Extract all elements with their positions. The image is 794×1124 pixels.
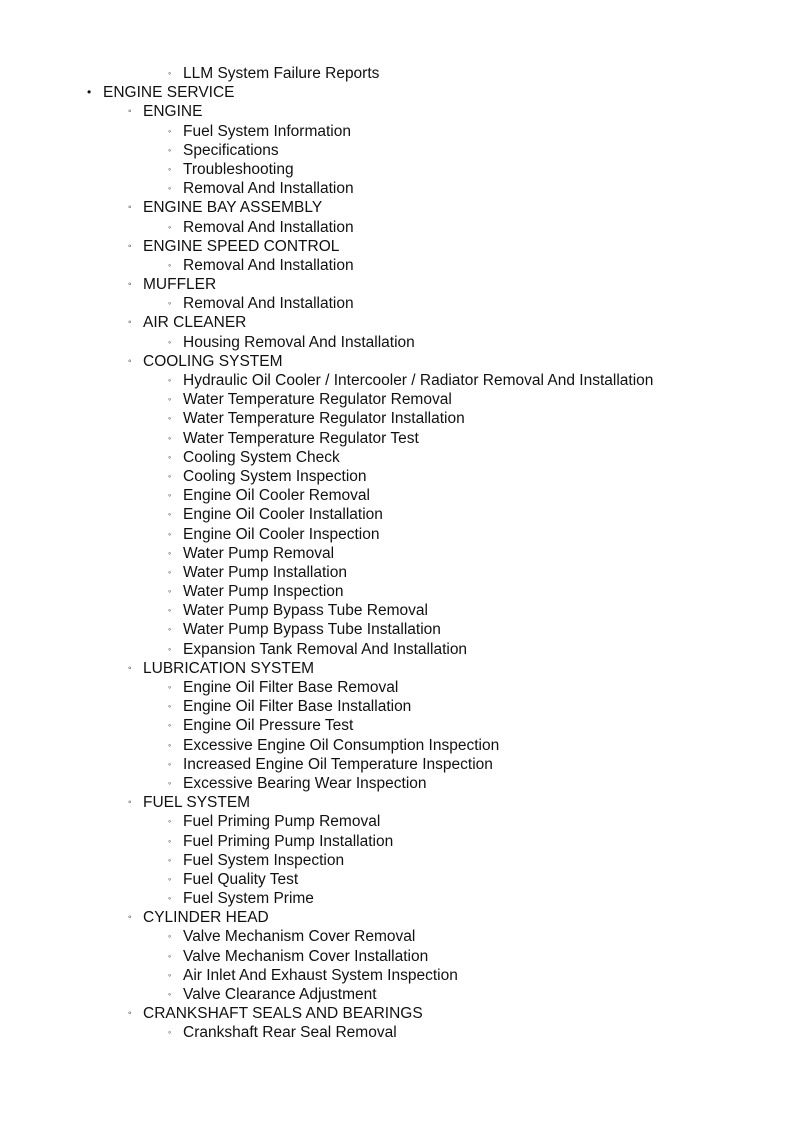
item-label: Water Temperature Regulator Removal — [183, 391, 452, 409]
circle-bullet-icon: ◦ — [168, 221, 172, 232]
circle-bullet-icon: ◦ — [168, 183, 172, 194]
circle-bullet-icon: ◦ — [168, 432, 172, 443]
item-label: Water Pump Bypass Tube Installation — [183, 621, 441, 639]
list-item[interactable] — [0, 755, 794, 774]
item-label: Housing Removal And Installation — [183, 333, 415, 351]
item-label: Removal And Installation — [183, 218, 354, 236]
list-item[interactable] — [0, 832, 794, 851]
circle-bullet-icon: ◦ — [168, 394, 172, 405]
item-label: Water Pump Inspection — [183, 583, 344, 601]
circle-bullet-icon: ◦ — [168, 259, 172, 270]
list-item[interactable] — [0, 697, 794, 716]
circle-bullet-icon: ◦ — [168, 336, 172, 347]
subsection-heading[interactable] — [0, 793, 794, 812]
item-label: ENGINE SERVICE — [103, 84, 235, 102]
item-label: Engine Oil Filter Base Installation — [183, 698, 412, 716]
item-label: Air Inlet And Exhaust System Inspection — [183, 966, 458, 984]
circle-bullet-icon: ◦ — [168, 835, 172, 846]
item-label: Fuel System Information — [183, 122, 351, 140]
circle-bullet-icon: ◦ — [168, 854, 172, 865]
list-item[interactable] — [0, 141, 794, 160]
circle-bullet-icon: ◦ — [168, 163, 172, 174]
item-label: Removal And Installation — [183, 295, 354, 313]
list-item[interactable] — [0, 851, 794, 870]
list-item[interactable] — [0, 947, 794, 966]
list-item[interactable] — [0, 179, 794, 198]
subsection-heading[interactable] — [0, 908, 794, 927]
item-label: Engine Oil Cooler Installation — [183, 506, 383, 524]
circle-bullet-icon: ◦ — [168, 701, 172, 712]
item-label: Fuel Priming Pump Installation — [183, 832, 394, 850]
item-label: Water Pump Installation — [183, 563, 347, 581]
section-heading[interactable] — [0, 83, 794, 102]
circle-bullet-icon: ◦ — [168, 643, 172, 654]
list-item[interactable] — [0, 966, 794, 985]
subsection-heading[interactable] — [0, 237, 794, 256]
item-label: Specifications — [183, 141, 279, 159]
circle-bullet-icon: ◦ — [168, 490, 172, 501]
item-label: Removal And Installation — [183, 180, 354, 198]
list-item[interactable] — [0, 889, 794, 908]
subsection-heading[interactable] — [0, 659, 794, 678]
circle-bullet-icon: ◦ — [168, 816, 172, 827]
list-item[interactable] — [0, 64, 794, 83]
circle-bullet-icon: ◦ — [128, 240, 132, 252]
subsection-heading[interactable] — [0, 102, 794, 121]
item-label: MUFFLER — [143, 276, 217, 294]
circle-bullet-icon: ◦ — [168, 1027, 172, 1038]
item-label: Fuel Quality Test — [183, 870, 299, 888]
circle-bullet-icon: ◦ — [168, 720, 172, 731]
circle-bullet-icon: ◦ — [168, 739, 172, 750]
item-label: Water Temperature Regulator Test — [183, 429, 419, 447]
item-label: Increased Engine Oil Temperature Inspection — [183, 755, 493, 773]
item-label: CRANKSHAFT SEALS AND BEARINGS — [143, 1005, 423, 1023]
circle-bullet-icon: ◦ — [128, 662, 132, 674]
item-label: AIR CLEANER — [143, 314, 247, 332]
item-label: LUBRICATION SYSTEM — [143, 659, 315, 677]
subsection-heading[interactable] — [0, 275, 794, 294]
list-item[interactable] — [0, 620, 794, 639]
item-label: Cooling System Check — [183, 448, 340, 466]
list-item[interactable] — [0, 409, 794, 428]
list-item[interactable] — [0, 525, 794, 544]
circle-bullet-icon: ◦ — [168, 931, 172, 942]
circle-bullet-icon: ◦ — [168, 586, 172, 597]
item-label: Valve Clearance Adjustment — [183, 986, 377, 1003]
circle-bullet-icon: ◦ — [128, 355, 132, 367]
item-label: Valve Mechanism Cover Installation — [183, 947, 429, 965]
item-label: Water Temperature Regulator Installation — [183, 410, 465, 428]
list-item[interactable] — [0, 927, 794, 946]
list-item[interactable] — [0, 160, 794, 179]
circle-bullet-icon: ◦ — [168, 624, 172, 635]
circle-bullet-icon: ◦ — [168, 144, 172, 155]
item-label: Excessive Bearing Wear Inspection — [183, 774, 427, 792]
circle-bullet-icon: ◦ — [168, 298, 172, 309]
item-label: Fuel System Prime — [183, 890, 314, 908]
item-label: Valve Mechanism Cover Removal — [183, 928, 416, 946]
circle-bullet-icon: ◦ — [168, 547, 172, 558]
list-item[interactable] — [0, 544, 794, 563]
circle-bullet-icon: ◦ — [128, 279, 132, 291]
item-label: LLM System Failure Reports — [183, 65, 380, 82]
item-label: Cooling System Inspection — [183, 467, 367, 485]
list-item[interactable] — [0, 390, 794, 409]
circle-bullet-icon: ◦ — [168, 873, 172, 884]
circle-bullet-icon: ◦ — [128, 202, 132, 214]
list-item[interactable] — [0, 774, 794, 793]
list-item[interactable] — [0, 122, 794, 141]
list-item[interactable] — [0, 582, 794, 601]
item-label: Engine Oil Cooler Removal — [183, 487, 370, 505]
circle-bullet-icon: ◦ — [168, 893, 172, 904]
list-item[interactable] — [0, 678, 794, 697]
circle-bullet-icon: ◦ — [128, 912, 132, 924]
list-item[interactable] — [0, 294, 794, 313]
bullet-icon: • — [87, 85, 92, 100]
list-item[interactable] — [0, 467, 794, 486]
item-label: Troubleshooting — [183, 160, 294, 178]
item-label: ENGINE — [143, 103, 203, 121]
item-label: Engine Oil Filter Base Removal — [183, 679, 399, 696]
circle-bullet-icon: ◦ — [128, 106, 132, 118]
item-label: COOLING SYSTEM — [143, 352, 283, 370]
item-label: FUEL SYSTEM — [143, 794, 251, 812]
item-label: Engine Oil Pressure Test — [183, 717, 354, 735]
list-item[interactable] — [0, 640, 794, 659]
list-item[interactable] — [0, 429, 794, 448]
subsection-heading[interactable] — [0, 313, 794, 332]
list-item[interactable] — [0, 985, 794, 1004]
item-label: ENGINE BAY ASSEMBLY — [143, 199, 323, 217]
list-item[interactable] — [0, 870, 794, 889]
circle-bullet-icon: ◦ — [128, 317, 132, 329]
subsection-heading[interactable] — [0, 198, 794, 217]
list-item[interactable] — [0, 601, 794, 620]
circle-bullet-icon: ◦ — [168, 470, 172, 481]
circle-bullet-icon: ◦ — [168, 777, 172, 788]
subsection-heading[interactable] — [0, 1004, 794, 1023]
list-item[interactable] — [0, 218, 794, 237]
circle-bullet-icon: ◦ — [168, 413, 172, 424]
item-label: Fuel System Inspection — [183, 851, 345, 869]
circle-bullet-icon: ◦ — [168, 969, 172, 980]
item-label: Engine Oil Cooler Inspection — [183, 525, 380, 543]
circle-bullet-icon: ◦ — [168, 682, 172, 692]
item-label: ENGINE SPEED CONTROL — [143, 237, 340, 255]
subsection-heading[interactable] — [0, 352, 794, 371]
circle-bullet-icon: ◦ — [168, 605, 172, 616]
list-item[interactable] — [0, 371, 794, 390]
circle-bullet-icon: ◦ — [168, 950, 172, 961]
circle-bullet-icon: ◦ — [168, 758, 172, 769]
item-label: Removal And Installation — [183, 256, 354, 274]
list-item[interactable] — [0, 505, 794, 524]
item-label: Fuel Priming Pump Removal — [183, 813, 381, 831]
list-item[interactable] — [0, 716, 794, 735]
item-label: Expansion Tank Removal And Installation — [183, 640, 468, 658]
item-label: Excessive Engine Oil Consumption Inspection — [183, 736, 500, 754]
circle-bullet-icon: ◦ — [168, 528, 172, 539]
circle-bullet-icon: ◦ — [128, 1008, 132, 1020]
circle-bullet-icon: ◦ — [168, 566, 172, 577]
item-label: CYLINDER HEAD — [143, 909, 269, 927]
table-of-contents — [0, 64, 794, 1043]
list-item[interactable] — [0, 1023, 794, 1042]
list-item[interactable] — [0, 256, 794, 275]
list-item[interactable] — [0, 486, 794, 505]
list-item[interactable] — [0, 448, 794, 467]
item-label: Water Pump Bypass Tube Removal — [183, 602, 428, 620]
item-label: Crankshaft Rear Seal Removal — [183, 1024, 397, 1042]
circle-bullet-icon: ◦ — [168, 68, 172, 78]
circle-bullet-icon: ◦ — [168, 125, 172, 136]
circle-bullet-icon: ◦ — [128, 797, 132, 809]
list-item[interactable] — [0, 333, 794, 352]
list-item[interactable] — [0, 736, 794, 755]
list-item[interactable] — [0, 812, 794, 831]
item-label: Water Pump Removal — [183, 544, 335, 562]
item-label: Hydraulic Oil Cooler / Intercooler / Radiator Removal And Installation — [183, 372, 654, 389]
circle-bullet-icon: ◦ — [168, 509, 172, 520]
list-item[interactable] — [0, 563, 794, 582]
circle-bullet-icon: ◦ — [168, 375, 172, 385]
circle-bullet-icon: ◦ — [168, 451, 172, 462]
circle-bullet-icon: ◦ — [168, 989, 172, 999]
